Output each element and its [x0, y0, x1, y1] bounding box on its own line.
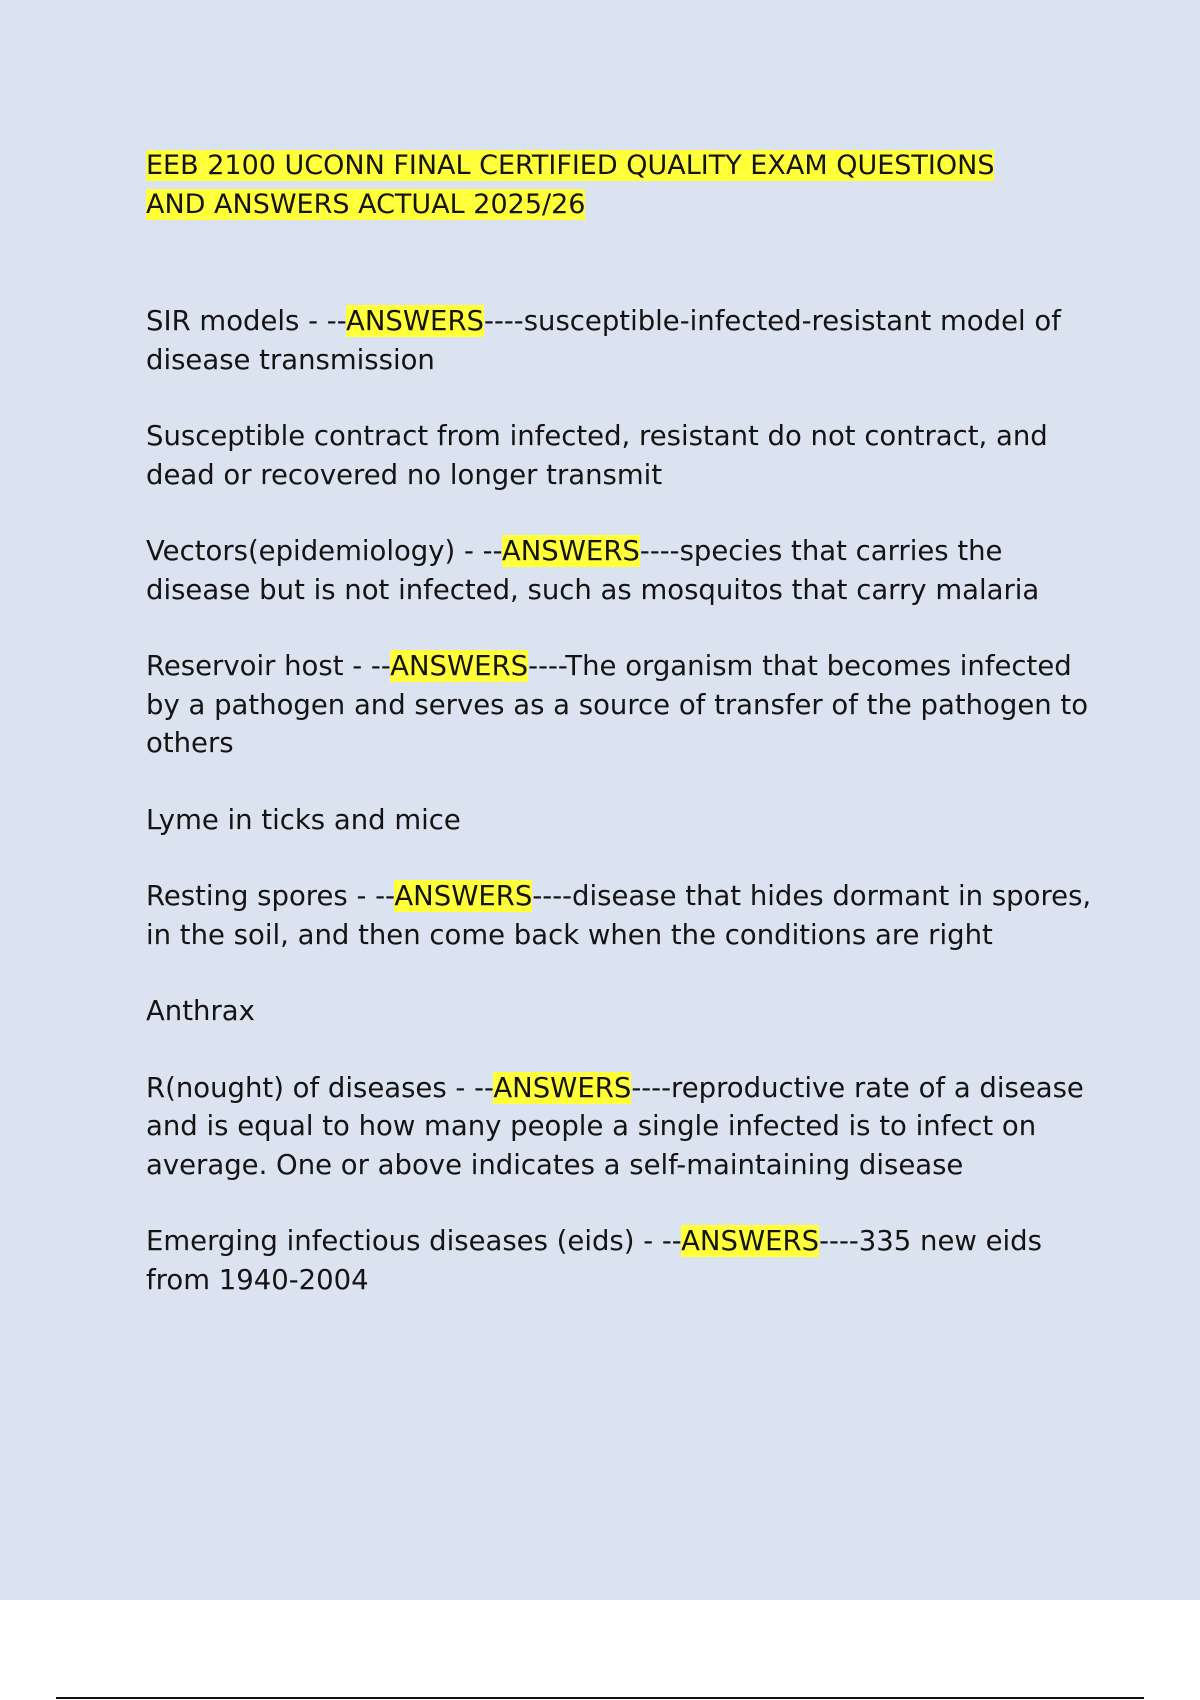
title-line-2: AND ANSWERS ACTUAL 2025/26 — [146, 189, 586, 220]
qa-answer: ----disease that hides dormant in spores, in the soil, and then come back when the conditions are right — [146, 880, 1092, 951]
title-line-1: EEB 2100 UCONN FINAL CERTIFIED QUALITY EXAM QUESTIONS — [146, 150, 995, 181]
qa-answer: ----species that carries the disease but is not infected, such as mosquitos that carry malaria — [146, 535, 1040, 606]
qa-entry — [146, 1069, 1106, 1185]
qa-term: R(nought) of diseases - -- — [146, 1071, 494, 1104]
note-paragraph: Lyme in ticks and mice — [146, 803, 461, 836]
footer-divider — [56, 1697, 1144, 1699]
answers-marker: ANSWERS — [390, 650, 529, 682]
qa-term: SIR models - -- — [146, 305, 347, 337]
qa-entry — [146, 302, 1106, 379]
qa-term: Resting spores - -- — [146, 880, 395, 912]
qa-term: Vectors(epidemiology) - -- — [146, 535, 502, 567]
answers-marker: ANSWERS — [346, 305, 485, 337]
answers-marker: ANSWERS — [493, 1071, 632, 1104]
qa-answer: ----susceptible-infected-resistant model of disease transmission — [146, 305, 1061, 376]
answers-marker: ANSWERS — [681, 1225, 820, 1257]
document-content — [146, 146, 1106, 1337]
qa-entry — [146, 532, 1106, 609]
qa-entry — [146, 1222, 1106, 1299]
qa-answer: ----335 new eids from 1940-2004 — [146, 1225, 1042, 1296]
answers-marker: ANSWERS — [501, 535, 640, 567]
note-paragraph: Susceptible contract from infected, resistant do not contract, and dead or recovered no longer transmit — [146, 420, 1048, 491]
qa-term: Reservoir host - -- — [146, 650, 391, 682]
qa-list — [146, 302, 1106, 1299]
qa-term: Emerging infectious diseases (eids) - -- — [146, 1225, 682, 1257]
qa-entry — [146, 647, 1106, 763]
qa-answer: ----reproductive rate of a disease and is equal to how many people a single infected is to infect on average. One or above indicates a self-maintaining disease — [146, 1071, 1084, 1181]
document-title — [146, 146, 1106, 224]
note-paragraph: Anthrax — [146, 995, 255, 1027]
answers-marker: ANSWERS — [394, 880, 533, 912]
qa-entry — [146, 877, 1106, 954]
qa-answer: ----The organism that becomes infected by a pathogen and serves as a source of transfer of the pathogen to others — [146, 650, 1089, 759]
